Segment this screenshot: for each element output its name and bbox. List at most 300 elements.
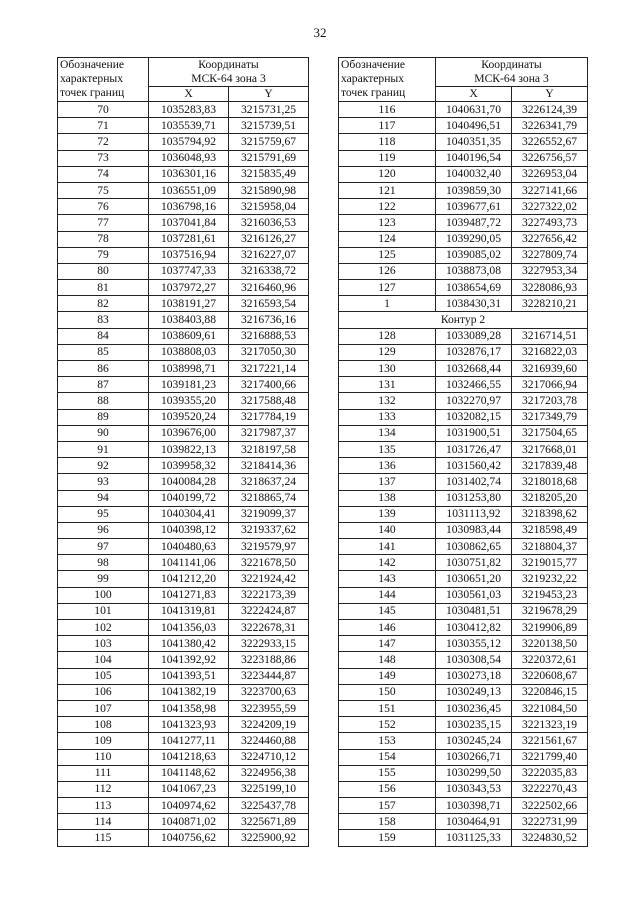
y-coordinate-cell: 3225900,92 <box>229 830 309 846</box>
table-row <box>339 102 588 118</box>
point-number-cell: 93 <box>58 474 149 490</box>
point-number-cell: 126 <box>339 263 436 279</box>
table-header-right <box>339 58 588 102</box>
y-coordinate-cell: 3224830,52 <box>512 830 588 846</box>
y-coordinate-cell: 3216227,07 <box>229 247 309 263</box>
point-number-cell: 150 <box>339 684 436 700</box>
point-number-cell: 88 <box>58 393 149 409</box>
x-coordinate-cell: 1040871,02 <box>149 814 229 830</box>
x-coordinate-cell: 1038403,88 <box>149 312 229 328</box>
y-coordinate-cell: 3216126,27 <box>229 231 309 247</box>
table-row <box>339 830 588 846</box>
table-row <box>339 199 588 215</box>
x-coordinate-cell: 1041382,19 <box>149 684 229 700</box>
table-row <box>339 280 588 296</box>
x-coordinate-cell: 1039355,20 <box>149 393 229 409</box>
point-number-cell: 153 <box>339 733 436 749</box>
table-row <box>58 474 309 490</box>
x-coordinate-cell: 1041356,03 <box>149 620 229 636</box>
table-row <box>339 539 588 555</box>
point-number-cell: 127 <box>339 280 436 296</box>
x-coordinate-cell: 1035794,92 <box>149 134 229 150</box>
header-coord-title <box>149 58 309 87</box>
header-point-line-1: Обозначение <box>60 58 125 71</box>
table-row <box>339 182 588 198</box>
point-number-cell: 130 <box>339 361 436 377</box>
table-row <box>58 199 309 215</box>
y-coordinate-cell: 3217066,94 <box>512 377 588 393</box>
y-coordinate-cell: 3224956,38 <box>229 765 309 781</box>
y-coordinate-cell: 3216593,54 <box>229 296 309 312</box>
table-row <box>58 280 309 296</box>
table-row <box>58 684 309 700</box>
x-coordinate-cell: 1039520,24 <box>149 409 229 425</box>
table-row <box>339 603 588 619</box>
y-coordinate-cell: 3227141,66 <box>512 182 588 198</box>
y-coordinate-cell: 3219099,37 <box>229 506 309 522</box>
table-row <box>339 587 588 603</box>
y-coordinate-cell: 3221678,50 <box>229 555 309 571</box>
table-row <box>339 393 588 409</box>
y-coordinate-cell: 3222731,99 <box>512 814 588 830</box>
y-coordinate-cell: 3223444,87 <box>229 668 309 684</box>
x-coordinate-cell: 1041277,11 <box>149 733 229 749</box>
x-coordinate-cell: 1030343,53 <box>436 781 512 797</box>
point-number-cell: 118 <box>339 134 436 150</box>
x-coordinate-cell: 1035539,71 <box>149 118 229 134</box>
y-coordinate-cell: 3222035,83 <box>512 765 588 781</box>
y-coordinate-cell: 3227809,74 <box>512 247 588 263</box>
y-coordinate-cell: 3218205,20 <box>512 490 588 506</box>
y-coordinate-cell: 3217504,65 <box>512 425 588 441</box>
point-number-cell: 145 <box>339 603 436 619</box>
x-coordinate-cell: 1040631,70 <box>436 102 512 118</box>
page-number: 32 <box>313 25 327 40</box>
x-coordinate-cell: 1038873,08 <box>436 263 512 279</box>
table-row <box>339 458 588 474</box>
x-coordinate-cell: 1030398,71 <box>436 798 512 814</box>
table-row <box>58 247 309 263</box>
table-row <box>58 733 309 749</box>
x-coordinate-cell: 1030266,71 <box>436 749 512 765</box>
point-number-cell: 75 <box>58 182 149 198</box>
x-coordinate-cell: 1030273,18 <box>436 668 512 684</box>
y-coordinate-cell: 3221084,50 <box>512 700 588 716</box>
x-coordinate-cell: 1040398,12 <box>149 522 229 538</box>
table-row <box>58 781 309 797</box>
point-number-cell: 79 <box>58 247 149 263</box>
y-coordinate-cell: 3226756,57 <box>512 150 588 166</box>
point-number-cell: 100 <box>58 587 149 603</box>
table-row <box>339 425 588 441</box>
x-coordinate-cell: 1041392,92 <box>149 652 229 668</box>
point-number-cell: 102 <box>58 620 149 636</box>
x-coordinate-cell: 1038654,69 <box>436 280 512 296</box>
point-number-cell: 80 <box>58 263 149 279</box>
x-coordinate-cell: 1036301,16 <box>149 166 229 182</box>
point-number-cell: 137 <box>339 474 436 490</box>
point-number-cell: 143 <box>339 571 436 587</box>
x-coordinate-cell: 1030983,44 <box>436 522 512 538</box>
point-number-cell: 114 <box>58 814 149 830</box>
point-number-cell: 84 <box>58 328 149 344</box>
point-number-cell: 115 <box>58 830 149 846</box>
x-coordinate-cell: 1030751,82 <box>436 555 512 571</box>
table-row <box>339 490 588 506</box>
x-coordinate-cell: 1030412,82 <box>436 620 512 636</box>
point-number-cell: 104 <box>58 652 149 668</box>
x-coordinate-cell: 1037972,27 <box>149 280 229 296</box>
point-number-cell: 146 <box>339 620 436 636</box>
point-number-cell: 92 <box>58 458 149 474</box>
table-row <box>339 150 588 166</box>
y-coordinate-cell: 3224460,88 <box>229 733 309 749</box>
contour-section <box>339 312 588 328</box>
point-number-cell: 97 <box>58 539 149 555</box>
y-coordinate-cell: 3223955,59 <box>229 700 309 716</box>
point-number-cell: 158 <box>339 814 436 830</box>
point-number-cell: 154 <box>339 749 436 765</box>
table-row <box>339 749 588 765</box>
y-coordinate-cell: 3219579,97 <box>229 539 309 555</box>
table-row <box>58 652 309 668</box>
point-number-cell: 152 <box>339 717 436 733</box>
y-coordinate-cell: 3221799,40 <box>512 749 588 765</box>
table-row <box>339 733 588 749</box>
point-number-cell: 70 <box>58 102 149 118</box>
header-point-line-1: Обозначение <box>341 58 406 71</box>
point-number-cell: 71 <box>58 118 149 134</box>
y-coordinate-cell: 3220138,50 <box>512 636 588 652</box>
y-coordinate-cell: 3224209,19 <box>229 717 309 733</box>
point-number-cell: 81 <box>58 280 149 296</box>
x-coordinate-cell: 1041141,06 <box>149 555 229 571</box>
point-number-cell: 138 <box>339 490 436 506</box>
table-row <box>58 134 309 150</box>
table-row <box>58 765 309 781</box>
x-coordinate-cell: 1039859,30 <box>436 182 512 198</box>
point-number-cell: 131 <box>339 377 436 393</box>
table-row <box>339 344 588 360</box>
x-coordinate-cell: 1039487,72 <box>436 215 512 231</box>
y-coordinate-cell: 3219906,89 <box>512 620 588 636</box>
table-row <box>339 668 588 684</box>
point-number-cell: 120 <box>339 166 436 182</box>
table-row <box>58 522 309 538</box>
y-coordinate-cell: 3217400,66 <box>229 377 309 393</box>
table-row <box>58 409 309 425</box>
table-row <box>58 830 309 846</box>
y-coordinate-cell: 3217784,19 <box>229 409 309 425</box>
y-coordinate-cell: 3216736,16 <box>229 312 309 328</box>
point-number-cell: 85 <box>58 344 149 360</box>
x-coordinate-cell: 1032876,17 <box>436 344 512 360</box>
y-coordinate-cell: 3215791,69 <box>229 150 309 166</box>
y-coordinate-cell: 3215835,49 <box>229 166 309 182</box>
x-coordinate-cell: 1040304,41 <box>149 506 229 522</box>
point-number-cell: 133 <box>339 409 436 425</box>
x-coordinate-cell: 1039677,61 <box>436 199 512 215</box>
y-coordinate-cell: 3222270,43 <box>512 781 588 797</box>
point-number-cell: 89 <box>58 409 149 425</box>
y-coordinate-cell: 3223188,86 <box>229 652 309 668</box>
point-number-cell: 140 <box>339 522 436 538</box>
table-row <box>58 700 309 716</box>
x-coordinate-cell: 1032466,55 <box>436 377 512 393</box>
table-row <box>339 522 588 538</box>
y-coordinate-cell: 3222502,66 <box>512 798 588 814</box>
header-y: Y <box>229 87 309 102</box>
table-row <box>58 506 309 522</box>
x-coordinate-cell: 1039085,02 <box>436 247 512 263</box>
table-row <box>339 247 588 263</box>
y-coordinate-cell: 3221561,67 <box>512 733 588 749</box>
x-coordinate-cell: 1041067,23 <box>149 781 229 797</box>
point-number-cell: 73 <box>58 150 149 166</box>
table-row <box>58 441 309 457</box>
table-row <box>339 377 588 393</box>
y-coordinate-cell: 3216338,72 <box>229 263 309 279</box>
y-coordinate-cell: 3216714,51 <box>512 328 588 344</box>
y-coordinate-cell: 3217203,78 <box>512 393 588 409</box>
point-number-cell: 123 <box>339 215 436 231</box>
table-row <box>58 668 309 684</box>
table-row <box>58 620 309 636</box>
x-coordinate-cell: 1030481,51 <box>436 603 512 619</box>
x-coordinate-cell: 1039676,00 <box>149 425 229 441</box>
x-coordinate-cell: 1041212,20 <box>149 571 229 587</box>
x-coordinate-cell: 1041319,81 <box>149 603 229 619</box>
header-coord-line-2: МСК-64 зона 3 <box>474 72 549 85</box>
y-coordinate-cell: 3216822,03 <box>512 344 588 360</box>
header-coord-line-1: Координаты <box>198 58 259 71</box>
point-number-cell: 119 <box>339 150 436 166</box>
y-coordinate-cell: 3218804,37 <box>512 539 588 555</box>
point-number-cell: 134 <box>339 425 436 441</box>
table-row <box>339 215 588 231</box>
point-number-cell: 142 <box>339 555 436 571</box>
y-coordinate-cell: 3218398,62 <box>512 506 588 522</box>
y-coordinate-cell: 3221924,42 <box>229 571 309 587</box>
table-row <box>58 296 309 312</box>
y-coordinate-cell: 3216888,53 <box>229 328 309 344</box>
y-coordinate-cell: 3217588,48 <box>229 393 309 409</box>
y-coordinate-cell: 3217668,01 <box>512 441 588 457</box>
x-coordinate-cell: 1036551,09 <box>149 182 229 198</box>
x-coordinate-cell: 1035283,83 <box>149 102 229 118</box>
x-coordinate-cell: 1030245,24 <box>436 733 512 749</box>
x-coordinate-cell: 1032270,97 <box>436 393 512 409</box>
point-number-cell: 101 <box>58 603 149 619</box>
x-coordinate-cell: 1037516,94 <box>149 247 229 263</box>
table-row <box>58 393 309 409</box>
header-coord-title <box>436 58 588 87</box>
y-coordinate-cell: 3225199,10 <box>229 781 309 797</box>
coordinates-table-right <box>338 57 588 847</box>
point-number-cell: 106 <box>58 684 149 700</box>
table-row <box>58 798 309 814</box>
table-row <box>339 361 588 377</box>
point-number-cell: 78 <box>58 231 149 247</box>
table-row <box>339 620 588 636</box>
table-body-left <box>58 102 309 847</box>
table-row <box>58 749 309 765</box>
table-header-left <box>58 58 309 102</box>
y-coordinate-cell: 3222678,31 <box>229 620 309 636</box>
y-coordinate-cell: 3227493,73 <box>512 215 588 231</box>
table-row <box>58 312 309 328</box>
table-row <box>339 506 588 522</box>
point-number-cell: 136 <box>339 458 436 474</box>
x-coordinate-cell: 1041323,93 <box>149 717 229 733</box>
x-coordinate-cell: 1033089,28 <box>436 328 512 344</box>
point-number-cell: 112 <box>58 781 149 797</box>
table-row <box>339 118 588 134</box>
table-row <box>58 182 309 198</box>
point-number-cell: 94 <box>58 490 149 506</box>
table-row <box>58 490 309 506</box>
y-coordinate-cell: 3217050,30 <box>229 344 309 360</box>
y-coordinate-cell: 3226953,04 <box>512 166 588 182</box>
x-coordinate-cell: 1040199,72 <box>149 490 229 506</box>
x-coordinate-cell: 1030236,45 <box>436 700 512 716</box>
point-number-cell: 116 <box>339 102 436 118</box>
x-coordinate-cell: 1036048,93 <box>149 150 229 166</box>
x-coordinate-cell: 1030308,54 <box>436 652 512 668</box>
y-coordinate-cell: 3217221,14 <box>229 361 309 377</box>
point-number-cell: 91 <box>58 441 149 457</box>
table-body-right-contour-2 <box>339 328 588 846</box>
table-row <box>58 150 309 166</box>
point-number-cell: 103 <box>58 636 149 652</box>
point-number-cell: 129 <box>339 344 436 360</box>
header-x: X <box>149 87 229 102</box>
point-number-cell: 148 <box>339 652 436 668</box>
header-point-line-3: точек границ <box>60 86 125 99</box>
y-coordinate-cell: 3217349,79 <box>512 409 588 425</box>
point-number-cell: 122 <box>339 199 436 215</box>
table-row <box>339 684 588 700</box>
point-number-cell: 155 <box>339 765 436 781</box>
point-number-cell: 83 <box>58 312 149 328</box>
y-coordinate-cell: 3222424,87 <box>229 603 309 619</box>
x-coordinate-cell: 1031125,33 <box>436 830 512 846</box>
table-row <box>58 587 309 603</box>
point-number-cell: 82 <box>58 296 149 312</box>
point-number-cell: 77 <box>58 215 149 231</box>
y-coordinate-cell: 3228210,21 <box>512 296 588 312</box>
table-row <box>58 263 309 279</box>
y-coordinate-cell: 3218197,58 <box>229 441 309 457</box>
x-coordinate-cell: 1041358,98 <box>149 700 229 716</box>
x-coordinate-cell: 1040756,62 <box>149 830 229 846</box>
header-point-label <box>58 58 149 102</box>
point-number-cell: 121 <box>339 182 436 198</box>
x-coordinate-cell: 1040480,63 <box>149 539 229 555</box>
point-number-cell: 86 <box>58 361 149 377</box>
x-coordinate-cell: 1030561,03 <box>436 587 512 603</box>
point-number-cell: 159 <box>339 830 436 846</box>
header-coord-line-2: МСК-64 зона 3 <box>191 72 266 85</box>
y-coordinate-cell: 3217987,37 <box>229 425 309 441</box>
y-coordinate-cell: 3216939,60 <box>512 361 588 377</box>
x-coordinate-cell: 1030249,13 <box>436 684 512 700</box>
y-coordinate-cell: 3216460,96 <box>229 280 309 296</box>
table-row <box>58 603 309 619</box>
x-coordinate-cell: 1030299,50 <box>436 765 512 781</box>
table-row <box>339 409 588 425</box>
x-coordinate-cell: 1037281,61 <box>149 231 229 247</box>
x-coordinate-cell: 1031113,92 <box>436 506 512 522</box>
point-number-cell: 108 <box>58 717 149 733</box>
table-row <box>339 555 588 571</box>
table-row <box>339 474 588 490</box>
point-number-cell: 132 <box>339 393 436 409</box>
x-coordinate-cell: 1031253,80 <box>436 490 512 506</box>
y-coordinate-cell: 3226124,39 <box>512 102 588 118</box>
x-coordinate-cell: 1031900,51 <box>436 425 512 441</box>
y-coordinate-cell: 3222173,39 <box>229 587 309 603</box>
point-number-cell: 96 <box>58 522 149 538</box>
contour-label: Контур 2 <box>339 312 588 328</box>
x-coordinate-cell: 1030651,20 <box>436 571 512 587</box>
point-number-cell: 113 <box>58 798 149 814</box>
table-row <box>339 296 588 312</box>
header-point-line-2: характерных <box>60 72 124 85</box>
point-number-cell: 87 <box>58 377 149 393</box>
table-row <box>58 717 309 733</box>
x-coordinate-cell: 1041148,62 <box>149 765 229 781</box>
point-number-cell: 74 <box>58 166 149 182</box>
y-coordinate-cell: 3227953,34 <box>512 263 588 279</box>
header-point-label <box>339 58 436 102</box>
x-coordinate-cell: 1036798,16 <box>149 199 229 215</box>
point-number-cell: 156 <box>339 781 436 797</box>
point-number-cell: 110 <box>58 749 149 765</box>
y-coordinate-cell: 3219015,77 <box>512 555 588 571</box>
x-coordinate-cell: 1040084,28 <box>149 474 229 490</box>
table-row <box>58 344 309 360</box>
x-coordinate-cell: 1031402,74 <box>436 474 512 490</box>
y-coordinate-cell: 3226552,67 <box>512 134 588 150</box>
x-coordinate-cell: 1040974,62 <box>149 798 229 814</box>
table-row <box>339 441 588 457</box>
y-coordinate-cell: 3218414,36 <box>229 458 309 474</box>
table-row <box>339 636 588 652</box>
point-number-cell: 99 <box>58 571 149 587</box>
y-coordinate-cell: 3218018,68 <box>512 474 588 490</box>
x-coordinate-cell: 1031560,42 <box>436 458 512 474</box>
point-number-cell: 141 <box>339 539 436 555</box>
y-coordinate-cell: 3223700,63 <box>229 684 309 700</box>
x-coordinate-cell: 1038609,61 <box>149 328 229 344</box>
y-coordinate-cell: 3228086,93 <box>512 280 588 296</box>
table-row <box>339 814 588 830</box>
y-coordinate-cell: 3219453,23 <box>512 587 588 603</box>
table-row <box>58 102 309 118</box>
point-number-cell: 90 <box>58 425 149 441</box>
point-number-cell: 128 <box>339 328 436 344</box>
point-number-cell: 111 <box>58 765 149 781</box>
table-row <box>58 328 309 344</box>
y-coordinate-cell: 3215958,04 <box>229 199 309 215</box>
table-body-right-contour-1 <box>339 102 588 312</box>
point-number-cell: 107 <box>58 700 149 716</box>
x-coordinate-cell: 1040032,40 <box>436 166 512 182</box>
x-coordinate-cell: 1041380,42 <box>149 636 229 652</box>
x-coordinate-cell: 1038430,31 <box>436 296 512 312</box>
point-number-cell: 139 <box>339 506 436 522</box>
